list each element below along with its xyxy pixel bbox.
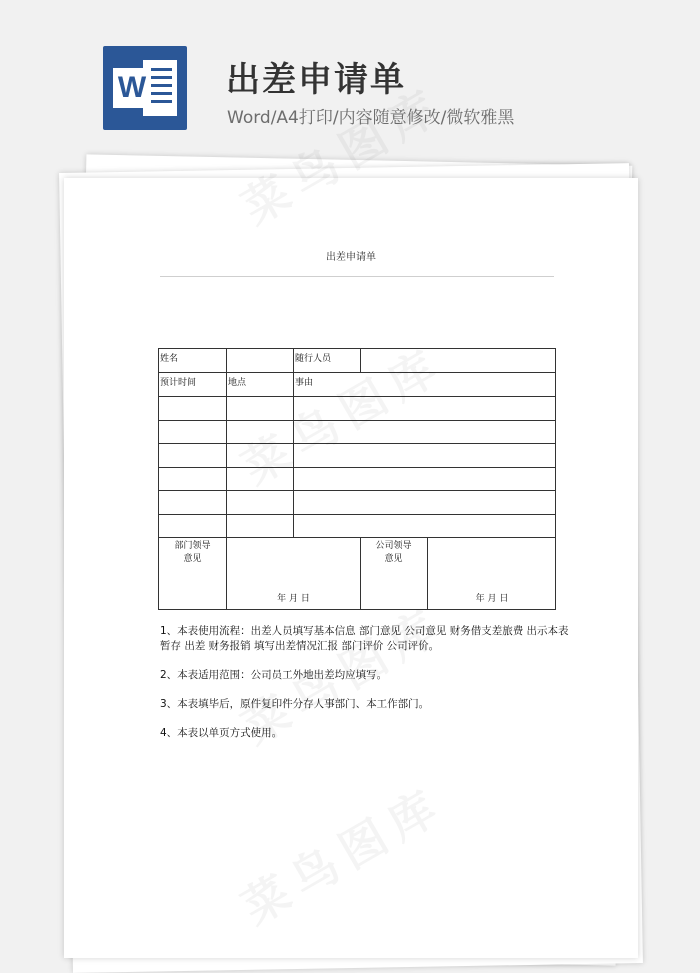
page-subtitle: Word/A4打印/内容随意修改/微软雅黑 — [227, 108, 515, 128]
dept-leader-opinion-label: 部门领导 意见 — [174, 541, 211, 564]
location-label: 地点 — [228, 378, 247, 388]
companion-label: 随行人员 — [295, 354, 332, 364]
dept-date-text: 年 月 日 — [277, 594, 310, 604]
note-item: 3、本表填毕后，原件复印件分存人事部门、本工作部门。 — [160, 698, 430, 710]
name-label: 姓名 — [160, 354, 179, 364]
note-item: 1、本表使用流程：出差人员填写基本信息 部门意见 公司意见 财务借支差旅费 出示本表 暂存 出差 财务报销 填写出差情况汇报 部门评价 公司评价。 — [160, 625, 569, 652]
title-divider — [160, 276, 554, 277]
word-app-icon — [103, 46, 187, 130]
planned-time-label: 预计时间 — [160, 378, 197, 388]
document-title: 出差申请单 — [326, 252, 376, 263]
word-icon-letter: W — [113, 68, 151, 108]
note-item: 4、本表以单页方式使用。 — [160, 727, 283, 739]
company-leader-opinion-label: 公司领导 意见 — [375, 541, 412, 564]
page-title: 出差申请单 — [226, 60, 406, 100]
reason-label: 事由 — [295, 378, 314, 388]
note-item: 2、本表适用范围：公司员工外地出差均应填写。 — [160, 669, 388, 681]
company-date-text: 年 月 日 — [475, 594, 509, 604]
